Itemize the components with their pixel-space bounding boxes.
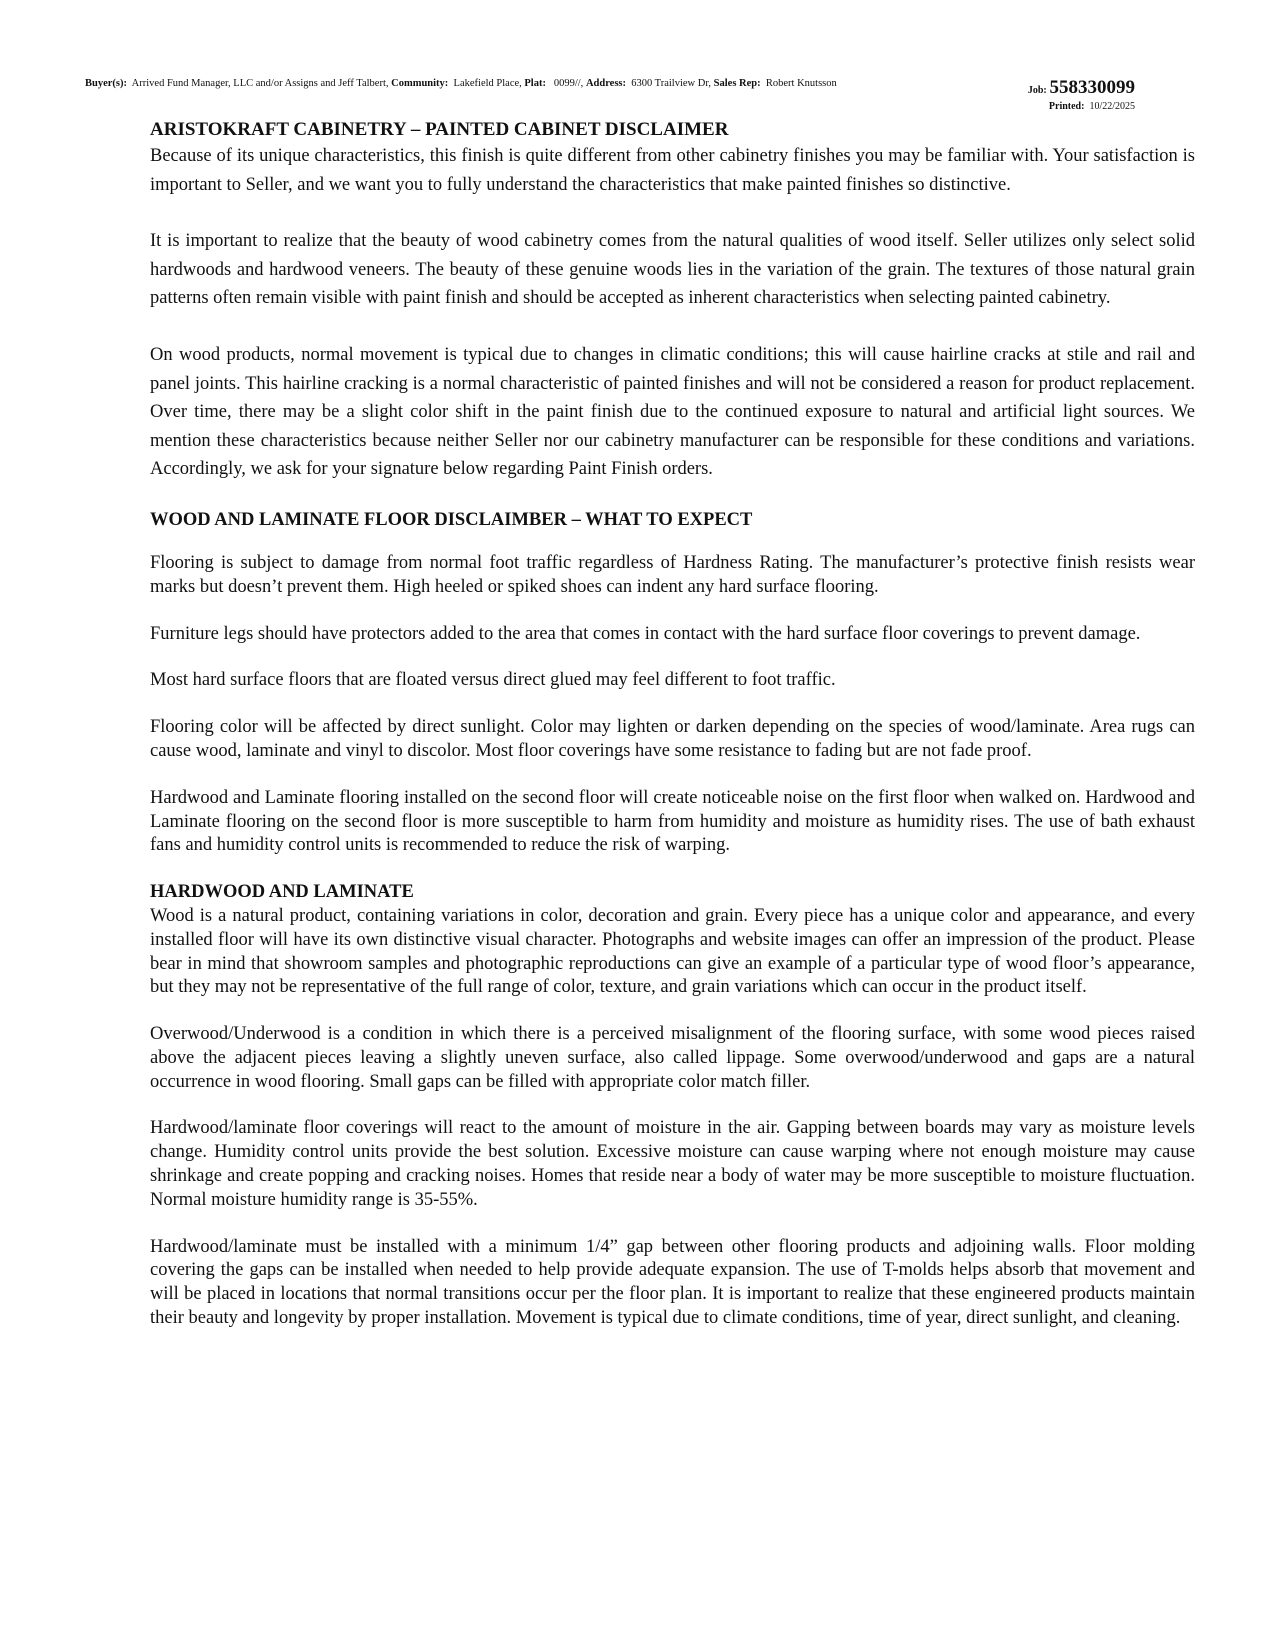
job-number: 558330099 [1049, 77, 1135, 98]
hardwood-laminate-heading: HARDWOOD AND LAMINATE [150, 882, 414, 903]
address-label: Address: [585, 78, 626, 89]
hardwood-paragraph: Overwood/Underwood is a condition in which there is a perceived misalignment of the flooring surface, with some wood pieces raised above the adjacent pieces leaving a slightly uneven surface, also called lippage. Some overwood/underwood and gaps are a natural occurrence in wood flooring. Small gaps can be filled with appropriate color match filler. [150, 1024, 1195, 1092]
hardwood-laminate-section [150, 881, 1195, 1331]
sales-rep-label: Sales Rep: [713, 78, 761, 89]
floor-disclaimer-section [150, 508, 1195, 858]
floor-disclaimer-heading: WOOD AND LAMINATE FLOOR DISCLAIMBER – WHAT TO EXPECT [150, 509, 753, 530]
printed-label: Printed: [1048, 101, 1085, 112]
printed-date: 10/22/2025 [1089, 101, 1135, 112]
floor-paragraph: Furniture legs should have protectors added to the area that comes in contact with the hard surface floor coverings to prevent damage. [150, 623, 1141, 644]
job-block [1028, 78, 1135, 113]
floor-paragraph: Flooring is subject to damage from normal foot traffic regardless of Hardness Rating. The manufacturer’s protective finish resists wear marks but doesn’t prevent them. High heeled or spiked shoes can indent any hard surface flooring. [150, 552, 1195, 597]
cabinet-paragraph: It is important to realize that the beauty of wood cabinetry comes from the natural qualities of wood itself. Seller utilizes only select solid hardwoods and hardwood veneers. The beauty of these genuine woods lies in the variation of the grain. The textures of those natural grain patterns often remain visible with paint finish and should be accepted as inherent characteristics when selecting painted cabinetry. [150, 231, 1195, 309]
hardwood-paragraph: Wood is a natural product, containing variations in color, decoration and grain. Every piece has a unique color and appearance, and every installed floor will have its own distinctive visual character. Photographs and website images can offer an impression of the product. Please bear in mind that showroom samples and photographic reproductions can give an example of a particular type of wood floor’s appearance, but they may not be representative of the full range of color, texture, and grain variations which can occur in the product itself. [150, 905, 1195, 998]
document-body [150, 118, 1195, 1354]
sales-rep-value: Robert Knutsson [765, 78, 837, 89]
cabinet-disclaimer-section [150, 118, 1195, 484]
community-label: Community: [391, 78, 449, 89]
printed-row [1028, 101, 1135, 113]
community-value: Lakefield Place, [453, 78, 522, 89]
cabinet-paragraph: On wood products, normal movement is typical due to changes in climatic conditions; this will cause hairline cracks at stile and rail and panel joints. This hairline cracking is a normal characteristic of painted finishes and will not be considered a reason for product replacement. Over time, there may be a slight color shift in the paint finish due to the continued exposure to natural and artificial light sources. We mention these characteristics because neither Seller nor our cabinetry manufacturer can be responsible for these conditions and variations. Accordingly, we ask for your signature below regarding Paint Finish orders. [150, 344, 1195, 480]
job-row [1028, 78, 1135, 101]
header-info-line [85, 78, 837, 89]
cabinet-disclaimer-title: ARISTOKRAFT CABINETRY – PAINTED CABINET DISCLAIMER [150, 119, 729, 140]
floor-paragraph: Hardwood and Laminate flooring installed on the second floor will create noticeable noise on the first floor when walked on. Hardwood and Laminate flooring on the second floor is more susceptible to harm from humidity and moisture as humidity rises. The use of bath exhaust fans and humidity control units is recommended to reduce the risk of warping. [150, 787, 1195, 856]
floor-paragraph: Flooring color will be affected by direct sunlight. Color may lighten or darken depending on the species of wood/laminate. Area rugs can cause wood, laminate and vinyl to discolor. Most floor coverings have some resistance to fading but are not fade proof. [150, 717, 1195, 761]
hardwood-paragraph: Hardwood/laminate must be installed with a minimum 1/4” gap between other flooring products and adjoining walls. Floor molding covering the gaps can be installed when needed to help provide adequate expansion. The use of T-molds helps absorb that movement and will be placed in locations that normal transitions occur per the floor plan. It is important to realize that these engineered products maintain their beauty and longevity by proper installation. Movement is typical due to climate conditions, time of year, direct sunlight, and cleaning. [150, 1236, 1195, 1329]
job-label: Job: [1027, 85, 1047, 96]
cabinet-paragraph: Because of its unique characteristics, this finish is quite different from other cabinetry finishes you may be familiar with. Your satisfaction is important to Seller, and we want you to fully understand the characteristics that make painted finishes so distinctive. [150, 146, 1195, 195]
address-value: 6300 Trailview Dr, [631, 78, 712, 89]
floor-paragraph: Most hard surface floors that are floated versus direct glued may feel different to foot traffic. [150, 670, 836, 691]
plat-label: Plat: [524, 78, 546, 89]
buyer-label: Buyer(s): [85, 78, 127, 89]
buyer-value: Arrived Fund Manager, LLC and/or Assigns and Jeff Talbert, [131, 78, 389, 89]
plat-value: 0099//, [553, 78, 584, 89]
hardwood-paragraph: Hardwood/laminate floor coverings will react to the amount of moisture in the air. Gapping between boards may vary as moisture levels change. Humidity control units provide the best solution. Excessive moisture can cause warping where not enough moisture may cause shrinkage and create popping and cracking noises. Homes that reside near a body of water may be more susceptible to moisture fluctuation. Normal moisture humidity range is 35-55%. [150, 1118, 1195, 1210]
